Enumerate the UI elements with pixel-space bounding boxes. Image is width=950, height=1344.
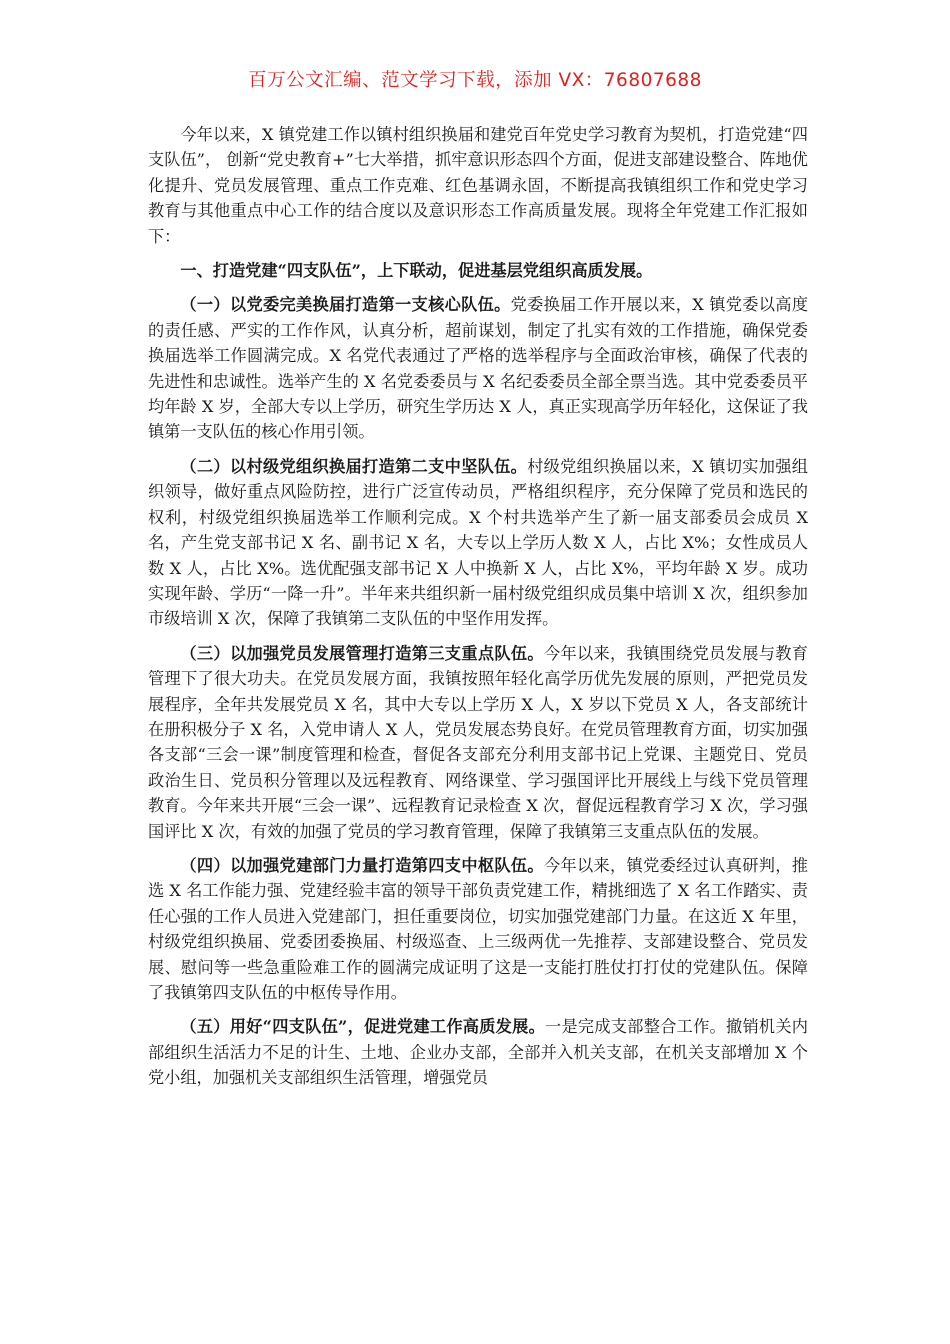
header-watermark-text: 百万公文汇编、范文学习下载，添加 VX：76807688 bbox=[248, 70, 702, 91]
paragraph-lead: （一）以党委完美换届打造第一支核心队伍。 bbox=[180, 295, 511, 315]
paragraph-2 bbox=[148, 454, 808, 632]
paragraph-text: 今年以来，镇党委经过认真研判，推选 X 名工作能力强、党建经验丰富的领导干部负责党建工作，精挑细选了 X 名工作踏实、责任心强的工作人员进入党建部门，担任重要岗位，切实加强党建部门力量。在这近 X 年里，村级党组织换届、党委团委换届、村级巡查、上三级两优一先推荐、支部建设整合、党员发展、慰问等一些急重险难工作的圆满完成证明了这是一支能打胜仗打打仗的党建队伍。保障了我镇第四支队伍的中枢传导作用。 bbox=[148, 855, 808, 1002]
paragraph-lead: （五）用好“四支队伍”，促进党建工作高质发展。 bbox=[180, 1017, 546, 1037]
paragraph-lead: （四）以加强党建部门力量打造第四支中枢队伍。 bbox=[180, 855, 544, 875]
paragraph-5 bbox=[148, 1014, 808, 1090]
paragraph-3 bbox=[148, 641, 808, 844]
paragraph-1 bbox=[148, 292, 808, 444]
paragraph-lead: （二）以村级党组织换届打造第二支中坚队伍。 bbox=[180, 456, 528, 476]
paragraph-text: 村级党组织换届以来，X 镇切实加强组织领导，做好重点风险防控，进行广泛宣传动员，严格组织程序，充分保障了党员和选民的权利，村级党组织换届选举工作顺利完成。X 个村共选举产生了新一届支部委员会成员 X 名，产生党支部书记 X 名、副书记 X 名，大专以上学历人数 X 人，占比 X%；女性成员人数 X 人，占比 X%。选优配强支部书记 X 人中换新 X 人，占比 X%，平均年龄 X 岁。成功实现年龄、学历“一降一升”。半年来共组织新一届村级党组织成员集中培训 X 次，组织参加市级培训 X 次，保障了我镇第二支队伍的中坚作用发挥。 bbox=[148, 456, 808, 629]
paragraph-text: 党委换届工作开展以来，X 镇党委以高度的责任感、严实的工作作风，认真分析，超前谋划，制定了扎实有效的工作措施，确保党委换届选举工作圆满完成。X 名党代表通过了严格的选举程序与全面政治审核，确保了代表的先进性和忠诚性。选举产生的 X 名党委委员与 X 名纪委委员全部全票当选。其中党委委员平均年龄 X 岁，全部大专以上学历，研究生学历达 X 人，真正实现高学历年轻化，这保证了我镇第一支队伍的核心作用引领。 bbox=[148, 295, 809, 442]
paragraph-text: 今年以来，我镇围绕党员发展与教育管理下了很大功夫。在党员发展方面，我镇按照年轻化高学历优先发展的原则，严把党员发展程序，全年共发展党员 X 名，其中大专以上学历 X 人，X 岁以下党员 X 人，各支部统计在册积极分子 X 名，入党申请人 X 人，党员发展态势良好。在党员管理教育方面，切实加强各支部“三会一课”制度管理和检查，督促各支部充分利用支部书记上党课、主题党日、党员政治生日、党员积分管理以及远程教育、网络课堂、学习强国评比开展线上与线下党员管理教育。今年来共开展“三会一课”、远程教育记录检查 X 次，督促远程教育学习 X 次，学习强国评比 X 次，有效的加强了党员的学习教育管理，保障了我镇第三支重点队伍的发展。 bbox=[148, 643, 808, 841]
paragraph-text: 一是完成支部整合工作。撤销机关内部组织生活活力不足的计生、土地、企业办支部，全部并入机关支部，在机关支部增加 X 个党小组，加强机关支部组织生活管理，增强党员 bbox=[148, 1017, 808, 1088]
paragraph-4 bbox=[148, 853, 808, 1005]
document-body bbox=[148, 122, 808, 1100]
paragraph-lead: （三）以加强党员发展管理打造第三支重点队伍。 bbox=[180, 643, 544, 663]
intro-paragraph: 今年以来，X 镇党建工作以镇村组织换届和建党百年党史学习教育为契机，打造党建“四支队伍”， 创新“党史教育+”七大举措，抓牢意识形态四个方面，促进支部建设整合、阵地优化提升、党员发展管理、重点工作克难、红色基调永固，不断提高我镇组织工作和党史学习教育与其他重点中心工作的结合度以及意识形态工作高质量发展。现将全年党建工作汇报如下： bbox=[148, 125, 808, 246]
section-heading: 一、打造党建“四支队伍”，上下联动，促进基层党组织高质发展。 bbox=[180, 261, 653, 281]
